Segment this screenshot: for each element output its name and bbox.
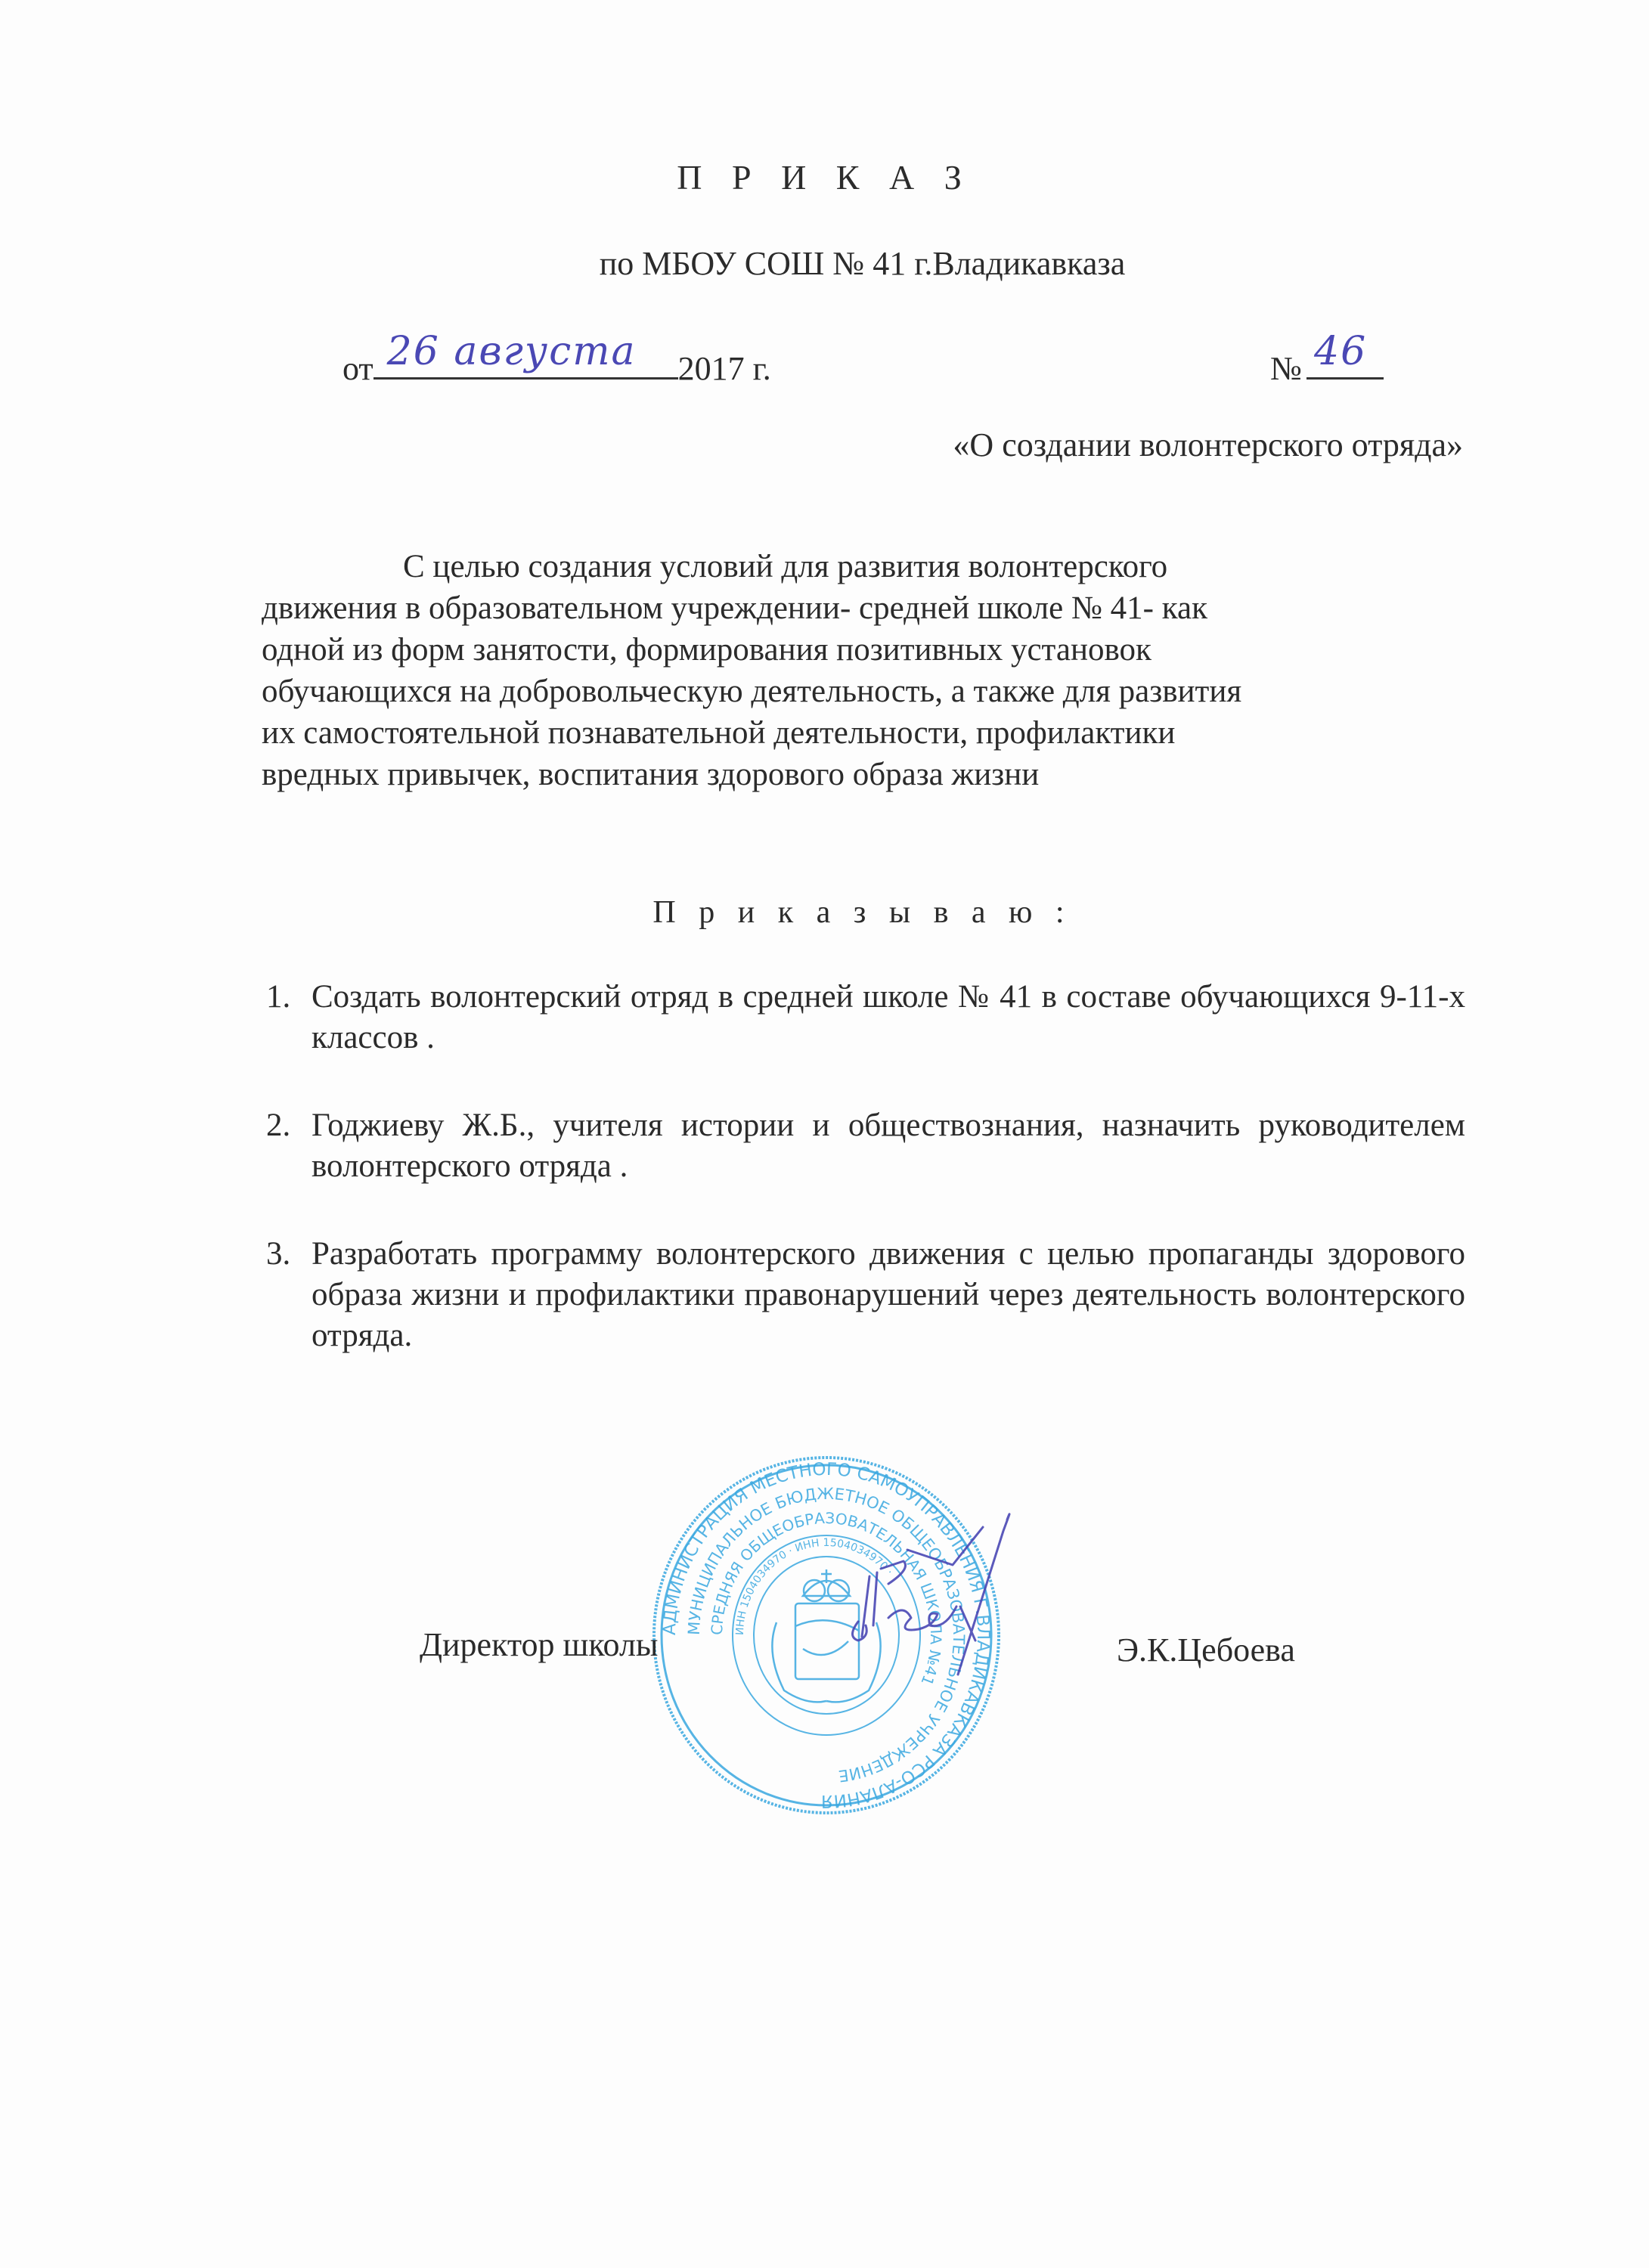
item-number: 1.: [266, 979, 291, 1015]
signature-icon: [817, 1504, 1043, 1678]
order-item-3: [266, 1234, 1465, 1356]
preamble-line: С целью создания условий для развития волонтерского: [403, 549, 1168, 584]
item-number: 3.: [266, 1236, 291, 1272]
order-number-line: [1270, 329, 1384, 388]
director-position: Директор школы: [420, 1626, 659, 1663]
handwritten-date: 26 августа: [386, 329, 637, 374]
order-heading: П р и к а з ы в а ю :: [652, 895, 1072, 930]
preamble-line: одной из форм занятости, формирования позитивных установок: [262, 632, 1152, 668]
order-item-1: [266, 977, 1465, 1058]
order-items-list: [266, 977, 1465, 1356]
document-title: П Р И К А З: [677, 158, 972, 197]
item-text: Создать волонтерский отряд в средней школе № 41 в составе обучающихся 9-11-х классов .: [312, 979, 1465, 1055]
preamble-line: движения в образовательном учреждении- средней школе № 41- как: [262, 590, 1207, 626]
item-number: 2.: [266, 1108, 291, 1143]
director-name: Э.К.Цебоева: [1117, 1631, 1295, 1668]
date-prefix: от: [343, 350, 374, 387]
item-text: Годжиеву Ж.Б., учителя истории и обществознания, назначить руководителем волонтерского отряда .: [312, 1108, 1465, 1184]
handwritten-number: 46: [1313, 329, 1368, 374]
item-text: Разработать программу волонтерского движения с целью пропаганды здорового образа жизни и профилактики правонарушений через деятельность волонтерского отряда.: [312, 1236, 1465, 1353]
date-year: 2017 г.: [677, 350, 771, 387]
stamp-middle-text: МУНИЦИПАЛЬНОЕ БЮДЖЕТНОЕ ОБЩЕОБРАЗОВАТЕЛЬНОЕ УЧРЕЖДЕНИЕ: [684, 1484, 969, 1786]
number-blank: [1306, 329, 1384, 380]
date-blank: [374, 329, 678, 380]
preamble-line: обучающихся на добровольческую деятельность, а также для развития: [262, 674, 1242, 709]
document-subtitle: по МБОУ СОШ № 41 г.Владикавказа: [599, 245, 1126, 282]
preamble-line: вредных привычек, воспитания здорового образа жизни: [262, 757, 1040, 792]
order-item-2: [266, 1105, 1465, 1187]
order-subject: «О создании волонтерского отряда»: [953, 426, 1463, 463]
preamble-line: их самостоятельной познавательной деятельности, профилактики: [262, 715, 1176, 751]
order-date-line: [343, 329, 771, 388]
stamp-inn-text: ИНН 1504034970 · ИНН 1504034970 ·: [733, 1536, 895, 1636]
preamble-paragraph: [262, 546, 1441, 795]
stamp-outer-text: АДМИНИСТРАЦИЯ МЕСТНОГО САМОУПРАВЛЕНИЯ Г.ВЛАДИКАВКАЗА РСО-АЛАНИЯ: [659, 1459, 993, 1811]
stamp-inner-text: СРЕДНЯЯ ОБЩЕОБРАЗОВАТЕЛЬНАЯ ШКОЛА №41: [707, 1508, 946, 1689]
number-label: №: [1270, 350, 1302, 387]
